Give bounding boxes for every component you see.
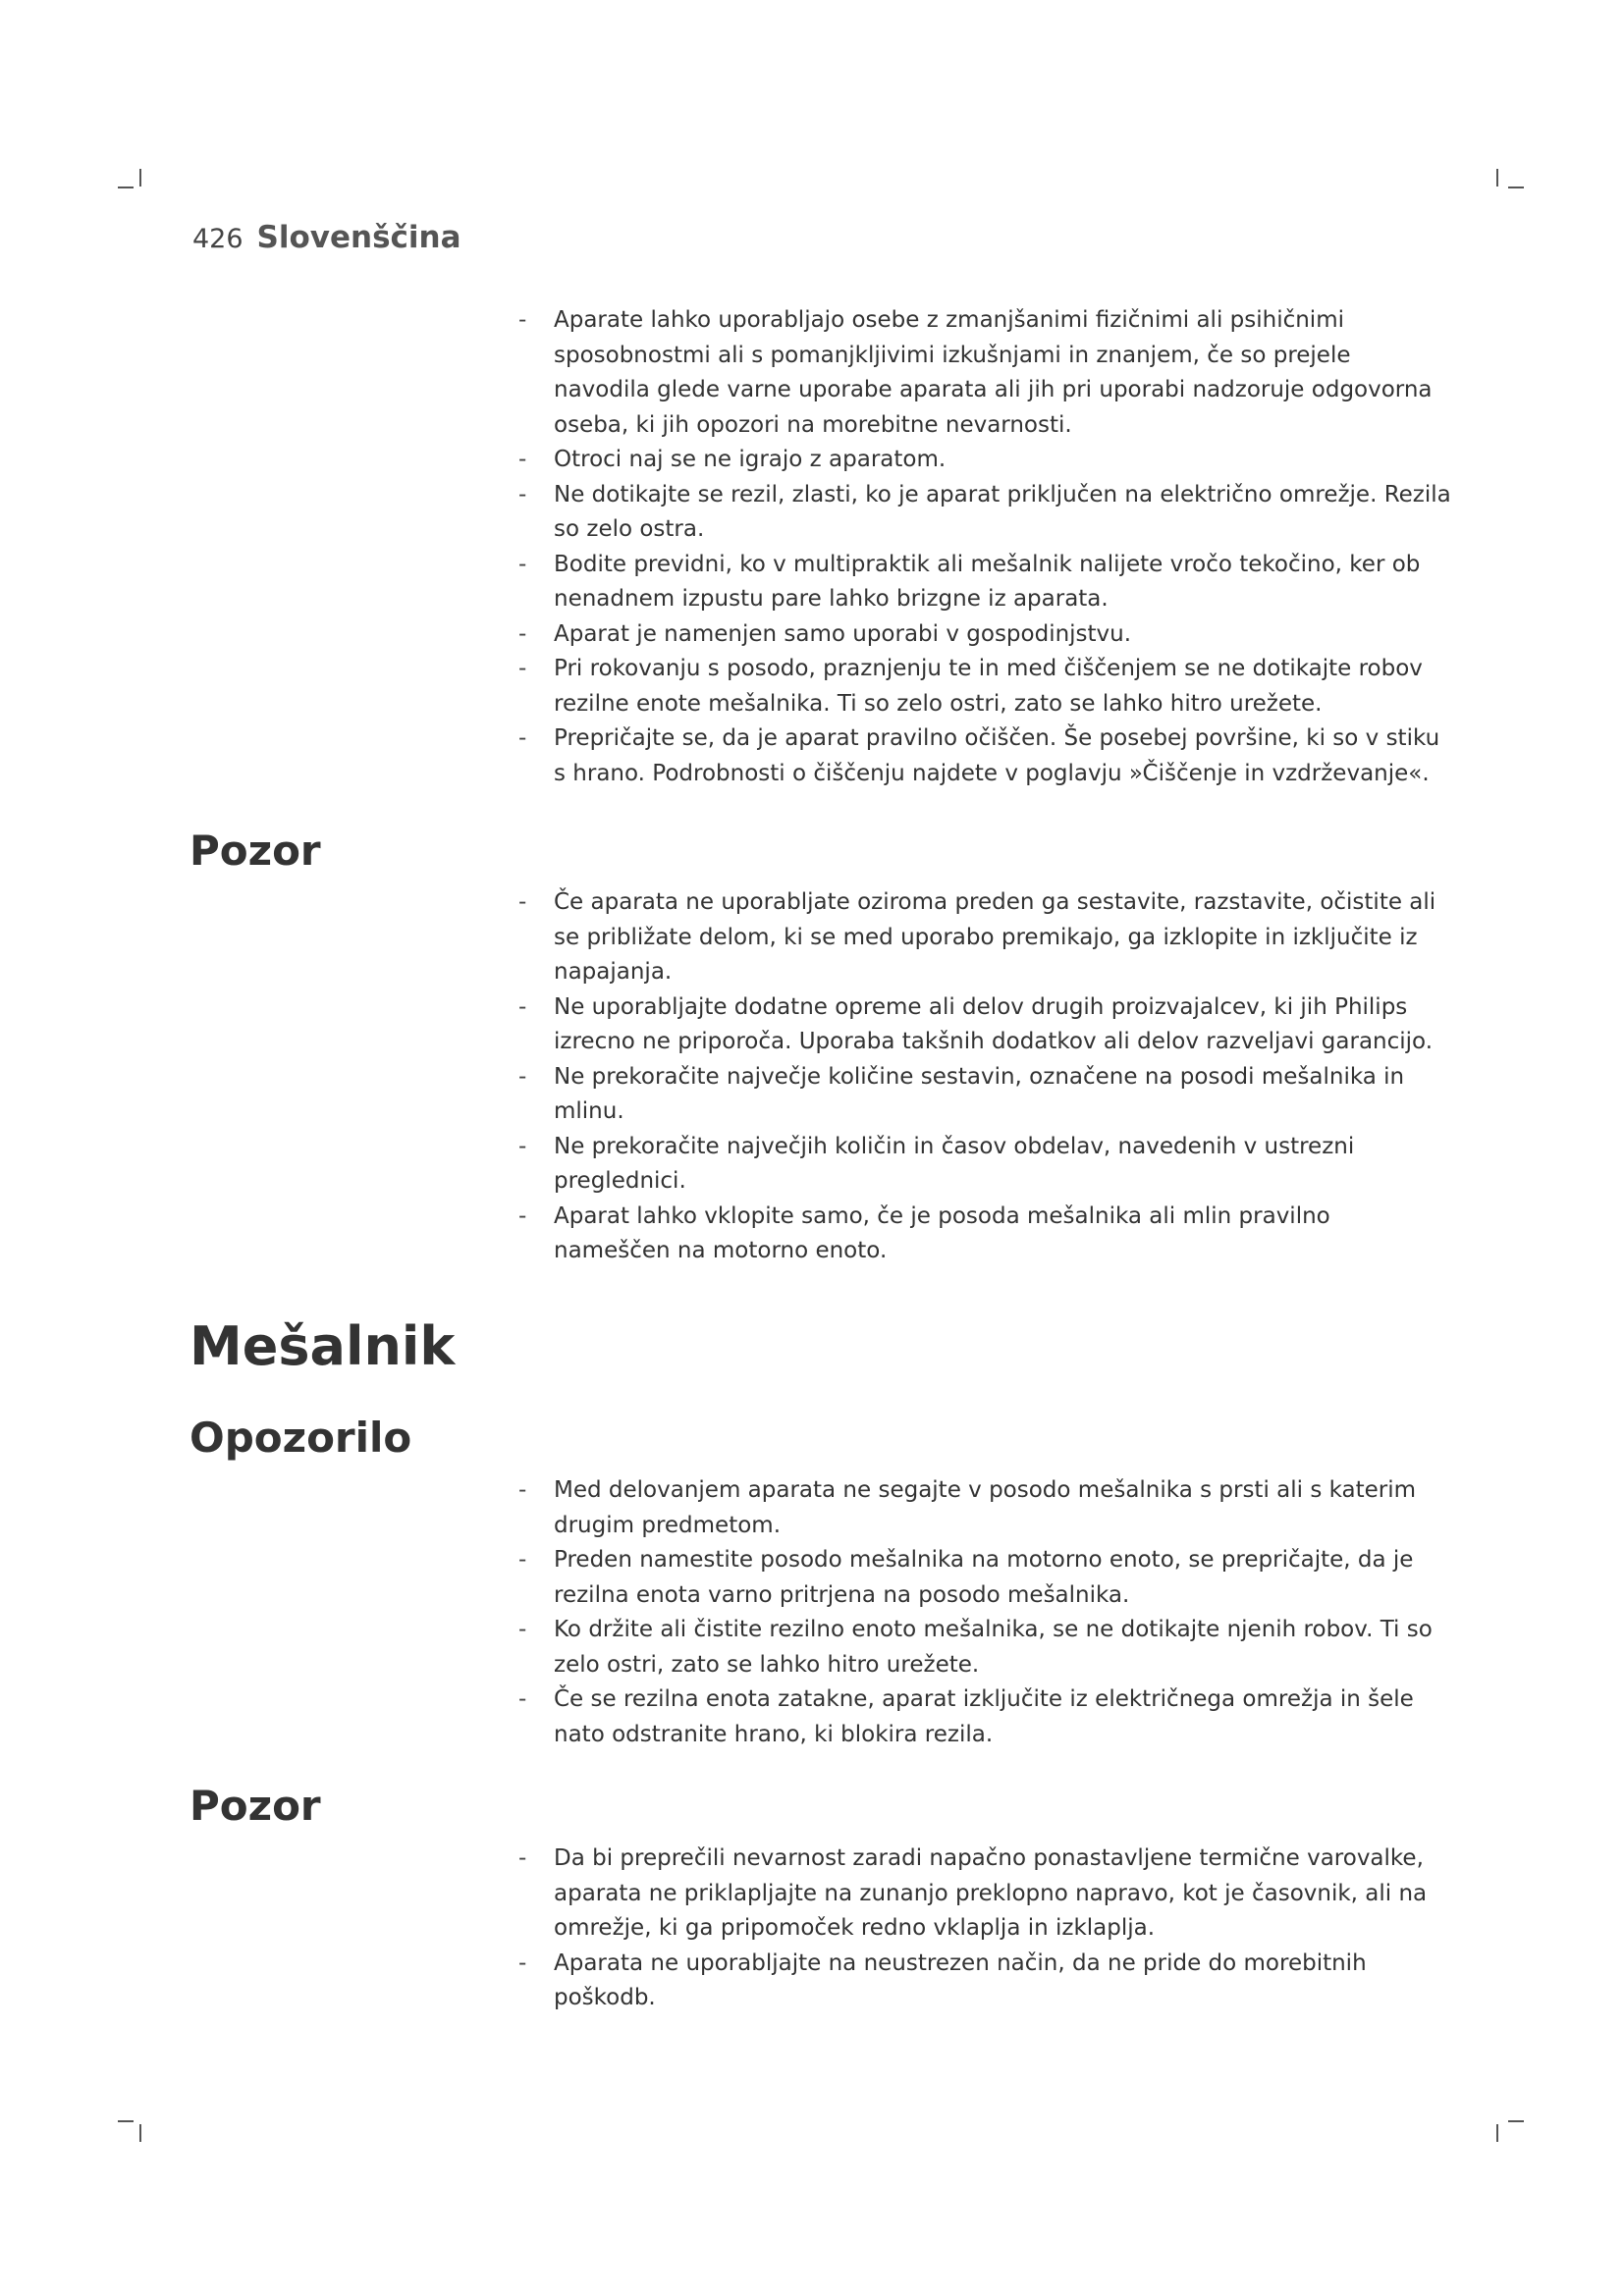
list-item: - Aparate lahko uporabljajo osebe z zmanjšanimi fizičnimi ali psihičnimi sposobnostmi ali s pomanjkljivimi izkušnjami in znanjem, če so prejele navodila glede varne uporabe aparata ali jih pri uporabi nadzoruje odgovorna oseba, ki jih opozori na morebitne nevarnosti.: [518, 307, 1433, 438]
safety-list: [518, 303, 1451, 791]
list-item: - Če se rezilna enota zatakne, aparat izključite iz električnega omrežja in šele nato odstranite hrano, ki blokira rezila.: [518, 1686, 1414, 1747]
page-header: [192, 220, 461, 255]
list-item: - Aparat je namenjen samo uporabi v gospodinjstvu.: [518, 620, 1132, 647]
list-item: - Da bi preprečili nevarnost zaradi napačno ponastavljene termične varovalke, aparata ne priklapljajte na zunanjo preklopno napravo, kot je časovnik, ali na omrežje, ki ga pripomoček redno vklaplja in izklaplja.: [518, 1845, 1428, 1941]
list-item: - Med delovanjem aparata ne segajte v posodo mešalnika s prsti ali s katerim drugim predmetom.: [518, 1477, 1417, 1538]
list-item: - Ko držite ali čistite rezilno enoto mešalnika, se ne dotikajte njenih robov. Ti so zelo ostri, zato se lahko hitro urežete.: [518, 1617, 1433, 1678]
list-item: - Preden namestite posodo mešalnika na motorno enoto, se prepričajte, da je rezilna enota varno pritrjena na posodo mešalnika.: [518, 1547, 1414, 1608]
list-item: - Aparata ne uporabljajte na neustrezen način, da ne pride do morebitnih poškodb.: [518, 1949, 1367, 2010]
warning-heading: Opozorilo: [189, 1414, 412, 1462]
list-item: - Ne prekoračite največjih količin in časov obdelav, navedenih v ustrezni preglednici.: [518, 1133, 1355, 1194]
crop-mark: [1508, 187, 1524, 188]
crop-mark: [118, 2120, 134, 2122]
crop-mark: [1496, 2124, 1498, 2142]
crop-mark: [139, 169, 141, 187]
list-item: - Ne dotikajte se rezil, zlasti, ko je aparat priključen na električno omrežje. Rezila so zelo ostra.: [518, 481, 1451, 542]
caution-list: [518, 1842, 1451, 2016]
crop-mark: [139, 2124, 141, 2142]
page-number: 426: [192, 224, 244, 254]
crop-mark: [118, 187, 134, 188]
list-item: - Otroci naj se ne igrajo z aparatom.: [518, 447, 947, 472]
crop-mark: [1508, 2120, 1524, 2122]
list-item: - Ne uporabljajte dodatne opreme ali delov drugih proizvajalcev, ki jih Philips izrecno ne priporoča. Uporaba takšnih dodatkov ali delov razveljavi garancijo.: [518, 993, 1434, 1054]
warning-list: [518, 1473, 1451, 1752]
caution-heading: Pozor: [189, 827, 321, 875]
list-item: - Bodite previdni, ko v multipraktik ali mešalnik nalijete vročo tekočino, ker ob nenadnem izpustu pare lahko brizgne iz aparata.: [518, 551, 1421, 612]
caution-heading: Pozor: [189, 1782, 321, 1830]
page-language: Slovenščina: [256, 220, 461, 255]
section-title: Mešalnik: [189, 1315, 456, 1377]
list-item: - Pri rokovanju s posodo, praznjenju te in med čiščenjem se ne dotikajte robov rezilne enote mešalnika. Ti so zelo ostri, zato se lahko hitro urežete.: [518, 656, 1423, 717]
list-item: - Ne prekoračite največje količine sestavin, označene na posodi mešalnika in mlinu.: [518, 1063, 1405, 1124]
list-item: - Aparat lahko vklopite samo, če je posoda mešalnika ali mlin pravilno nameščen na motorno enoto.: [518, 1202, 1330, 1263]
caution-list: [518, 885, 1451, 1269]
list-item: - Prepričajte se, da je aparat pravilno očiščen. Še posebej površine, ki so v stiku s hrano. Podrobnosti o čiščenju najdete v poglavju »Čiščenje in vzdrževanje«.: [518, 725, 1440, 786]
list-item: - Če aparata ne uporabljate oziroma preden ga sestavite, razstavite, očistite ali se približate delom, ki se med uporabo premikajo, ga izklopite in izključite iz napajanja.: [518, 889, 1436, 985]
crop-mark: [1496, 169, 1498, 187]
